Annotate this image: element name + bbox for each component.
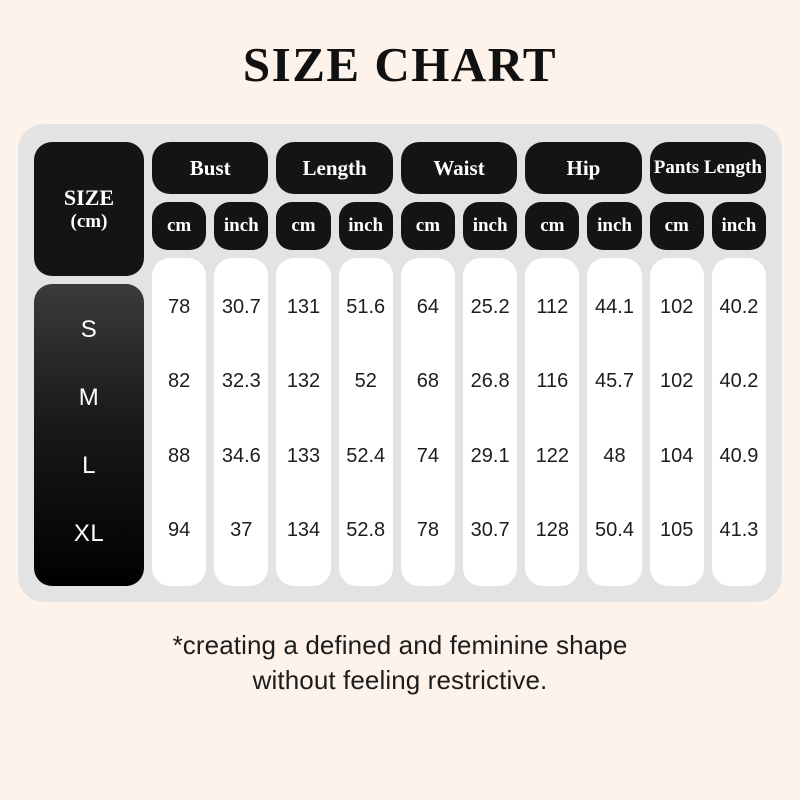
table-cell: 78	[416, 519, 440, 542]
table-cell: 134	[286, 519, 321, 542]
table-cell: 52	[354, 370, 377, 393]
unit-chip-inch: inch	[339, 202, 393, 250]
table-cell: 78	[167, 295, 191, 318]
unit-chip-inch: inch	[463, 202, 517, 250]
table-cell: 26.8	[470, 370, 510, 393]
table-cell: 105	[660, 519, 694, 542]
value-column-bust-inch	[214, 258, 268, 586]
table-cell: 88	[167, 444, 191, 467]
size-chart-card	[18, 124, 782, 602]
table-cell: 112	[536, 295, 569, 318]
value-column-length-inch	[339, 258, 393, 586]
table-cell: 30.7	[470, 519, 510, 542]
table-cell: 133	[286, 444, 321, 467]
unit-row-waist	[401, 202, 517, 250]
size-column-header	[34, 142, 144, 276]
footnote-line-1: *creating a defined and feminine shape	[172, 630, 628, 660]
unit-row-length	[276, 202, 392, 250]
table-cell: 82	[167, 370, 191, 393]
unit-row-bust	[152, 202, 268, 250]
unit-chip-cm: cm	[525, 202, 579, 250]
measure-header-bust: Bust	[152, 142, 268, 194]
measure-header-waist: Waist	[401, 142, 517, 194]
table-cell: 29.1	[470, 444, 510, 467]
table-cell: 30.7	[221, 295, 261, 318]
table-cell: 34.6	[221, 444, 261, 467]
table-cell: 102	[660, 370, 694, 393]
value-column-length-cm	[276, 258, 330, 586]
value-column-pants-length-cm	[650, 258, 704, 586]
size-value: S	[80, 316, 98, 343]
measure-column-hip	[525, 142, 641, 586]
measure-header-hip: Hip	[525, 142, 641, 194]
table-cell: 52.8	[346, 519, 386, 542]
unit-row-hip	[525, 202, 641, 250]
table-cell: 122	[535, 444, 569, 467]
unit-row-pants-length	[650, 202, 766, 250]
unit-chip-inch: inch	[214, 202, 268, 250]
size-column	[34, 142, 144, 586]
value-row-hip	[525, 258, 641, 586]
measure-column-length	[276, 142, 392, 586]
measure-column-waist	[401, 142, 517, 586]
table-cell: 52.4	[346, 444, 386, 467]
unit-chip-cm: cm	[276, 202, 330, 250]
value-column-waist-cm	[401, 258, 455, 586]
value-row-bust	[152, 258, 268, 586]
table-cell: 40.2	[719, 295, 759, 318]
size-value: M	[78, 384, 100, 411]
footnote	[173, 628, 628, 697]
table-cell: 51.6	[346, 295, 386, 318]
unit-chip-cm: cm	[152, 202, 206, 250]
table-cell: 116	[536, 370, 569, 393]
table-cell: 74	[416, 444, 440, 467]
size-header-unit: (cm)	[70, 210, 108, 232]
table-cell: 94	[167, 519, 191, 542]
measure-column-pants-length	[650, 142, 766, 586]
unit-chip-inch: inch	[712, 202, 766, 250]
table-cell: 132	[286, 370, 321, 393]
table-cell: 104	[660, 444, 694, 467]
value-column-pants-length-inch	[712, 258, 766, 586]
table-cell: 25.2	[470, 295, 510, 318]
footnote-line-2: without feeling restrictive.	[252, 664, 548, 695]
value-row-length	[276, 258, 392, 586]
table-cell: 68	[416, 370, 440, 393]
value-row-waist	[401, 258, 517, 586]
table-cell: 37	[230, 519, 253, 542]
size-chart-grid	[34, 142, 766, 586]
value-column-hip-inch	[587, 258, 641, 586]
value-column-bust-cm	[152, 258, 206, 586]
unit-chip-cm: cm	[401, 202, 455, 250]
table-cell: 50.4	[595, 519, 634, 542]
measure-column-bust	[152, 142, 268, 586]
table-cell: 32.3	[221, 370, 261, 393]
value-row-pants-length	[650, 258, 766, 586]
page-title: SIZE CHART	[242, 37, 558, 92]
size-value: L	[82, 452, 96, 479]
unit-chip-inch: inch	[587, 202, 641, 250]
table-cell: 48	[603, 444, 626, 467]
table-cell: 128	[535, 519, 569, 542]
table-cell: 131	[286, 295, 321, 318]
value-column-waist-inch	[463, 258, 517, 586]
unit-chip-cm: cm	[650, 202, 704, 250]
measure-header-pants-length: Pants Length	[650, 142, 766, 194]
table-cell: 41.3	[719, 519, 759, 542]
table-cell: 40.2	[719, 370, 759, 393]
measure-header-length: Length	[276, 142, 392, 194]
table-cell: 44.1	[595, 295, 634, 318]
table-cell: 45.7	[595, 370, 634, 393]
value-column-hip-cm	[525, 258, 579, 586]
table-cell: 64	[416, 295, 440, 318]
size-value: XL	[73, 520, 105, 547]
table-cell: 102	[660, 295, 694, 318]
table-cell: 40.9	[719, 444, 759, 467]
size-column-values	[34, 284, 144, 586]
size-header-label: SIZE	[63, 185, 115, 211]
